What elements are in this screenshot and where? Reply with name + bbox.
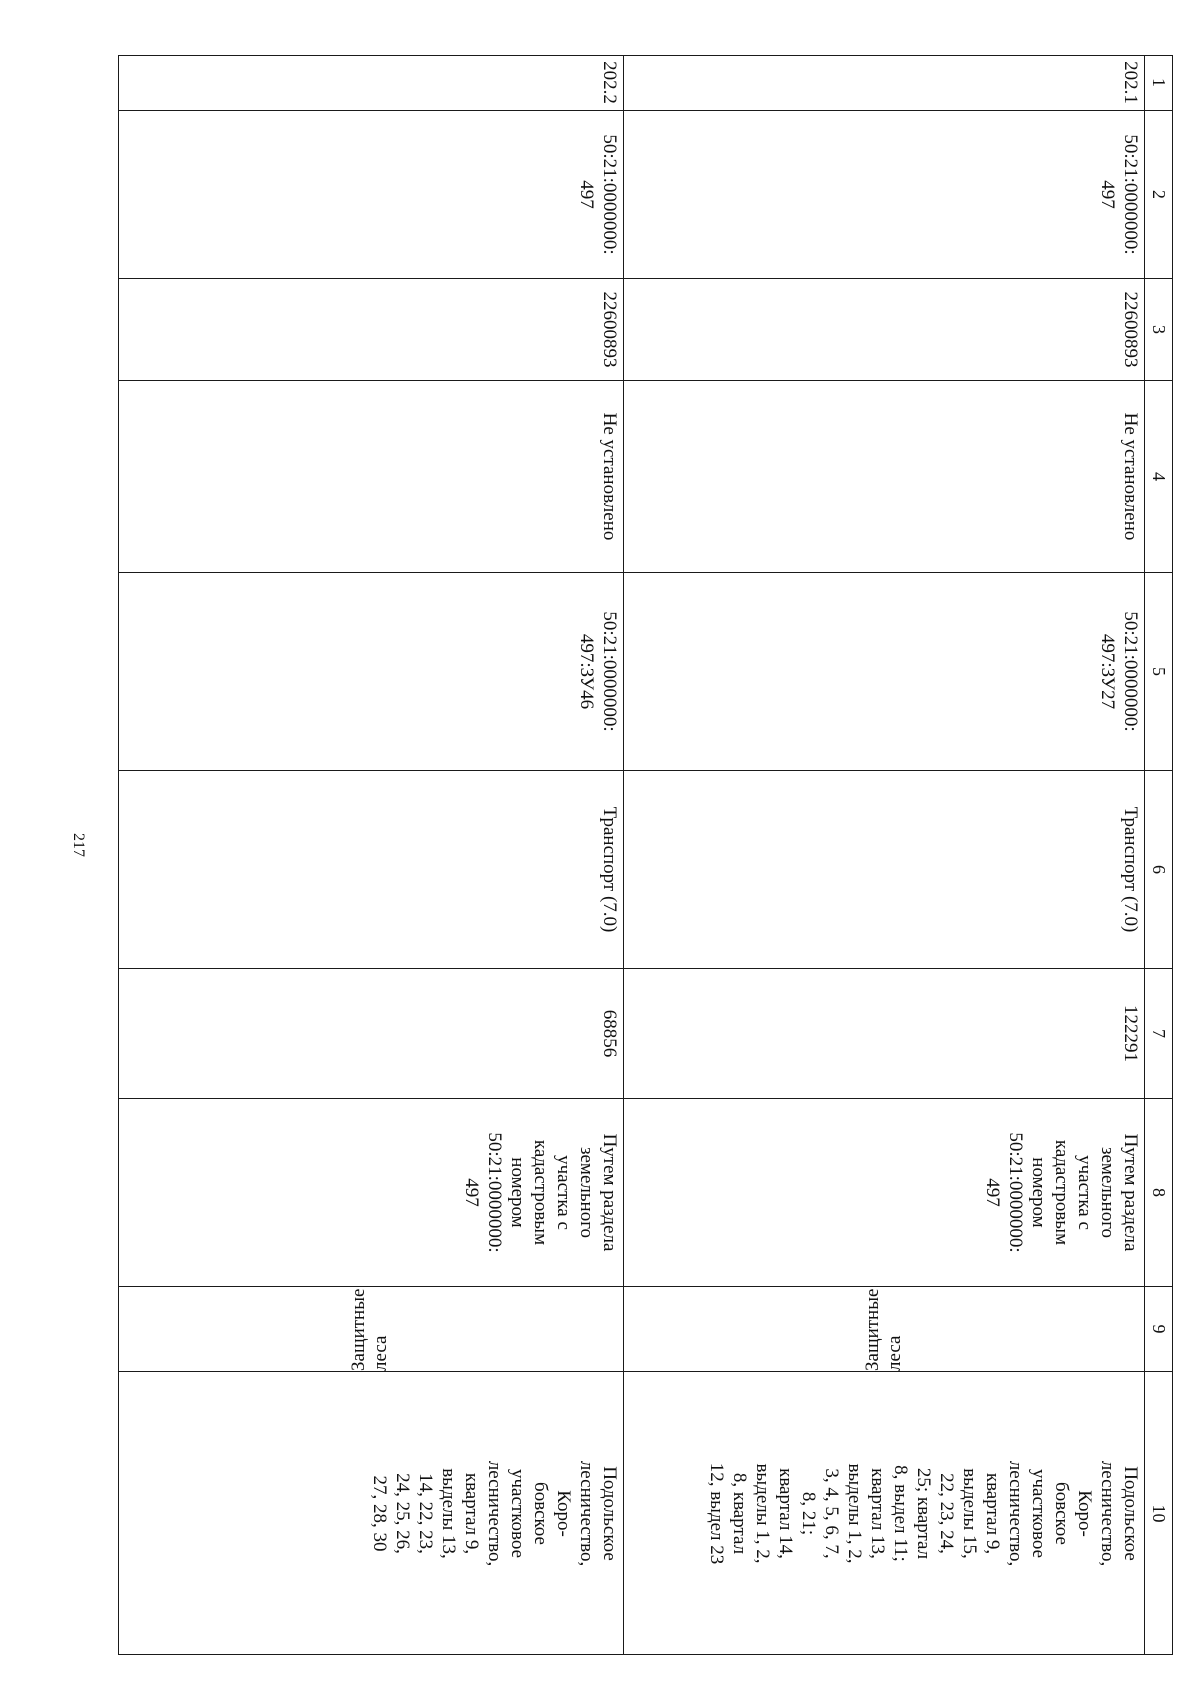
row-1-forest-category-cell [624,1286,1145,1371]
row-2-permitted-use: Транспорт (7.0) [118,770,624,968]
column-header-7: 7 [1145,968,1173,1098]
row-1-plot-area: 122291 [624,968,1145,1098]
column-header-8: 8 [1145,1098,1173,1286]
row-2-formation-method: Путем раздела земельного участка с кадастровым номером 50:21:0000000: 497 [118,1098,624,1286]
column-header-2: 2 [1145,110,1173,278]
row-1-formation-method: Путем раздела земельного участка с кадастровым номером 50:21:0000000: 497 [624,1098,1145,1286]
row-2-number: 202.2 [118,55,624,110]
row-2-forest-category: Защитные леса [348,1288,392,1371]
row-2-category: Не установлено [118,380,624,572]
column-header-4: 4 [1145,380,1173,572]
row-2-plot-area: 68856 [118,968,624,1098]
row-1-permitted-use: Транспорт (7.0) [624,770,1145,968]
row-1-forest-category: Защитные леса [862,1288,905,1371]
land-plots-table [118,55,1173,1655]
row-1-forestry-location: Подольское лесничество, Коро- бовское участковое лесничество, квартал 9, выделы 15, 22, 23, 24, 25; квартал 8, выдел 11; квартал 13, выделы 1, 2, 3, 4, 5, 6, 7, 8, 21; квартал 14, выделы 1, 2, 8, квартал 12, выдел 23 [624,1371,1145,1655]
column-header-10: 10 [1145,1371,1173,1655]
row-1-area-parent: 22600893 [624,278,1145,380]
row-2-area-parent: 22600893 [118,278,624,380]
row-2-forest-category-cell [118,1286,624,1371]
row-2-plot-designation: 50:21:0000000: 497:ЗУ46 [118,572,624,770]
row-1-plot-designation: 50:21:0000000: 497:ЗУ27 [624,572,1145,770]
column-header-5: 5 [1145,572,1173,770]
row-1-category: Не установлено [624,380,1145,572]
column-header-6: 6 [1145,770,1173,968]
row-1-number: 202.1 [624,55,1145,110]
row-2-parent-cadastral-number: 50:21:0000000: 497 [118,110,624,278]
page-number: 217 [70,833,87,857]
column-header-9: 9 [1145,1286,1173,1371]
row-2-forestry-location: Подольское лесничество, Коро- бовское участковое лесничество, квартал 9, выделы 13, 14, 22, 23, 24, 25, 26, 27, 28, 30 [118,1371,624,1655]
column-header-1: 1 [1145,55,1173,110]
row-1-parent-cadastral-number: 50:21:0000000: 497 [624,110,1145,278]
column-header-3: 3 [1145,278,1173,380]
